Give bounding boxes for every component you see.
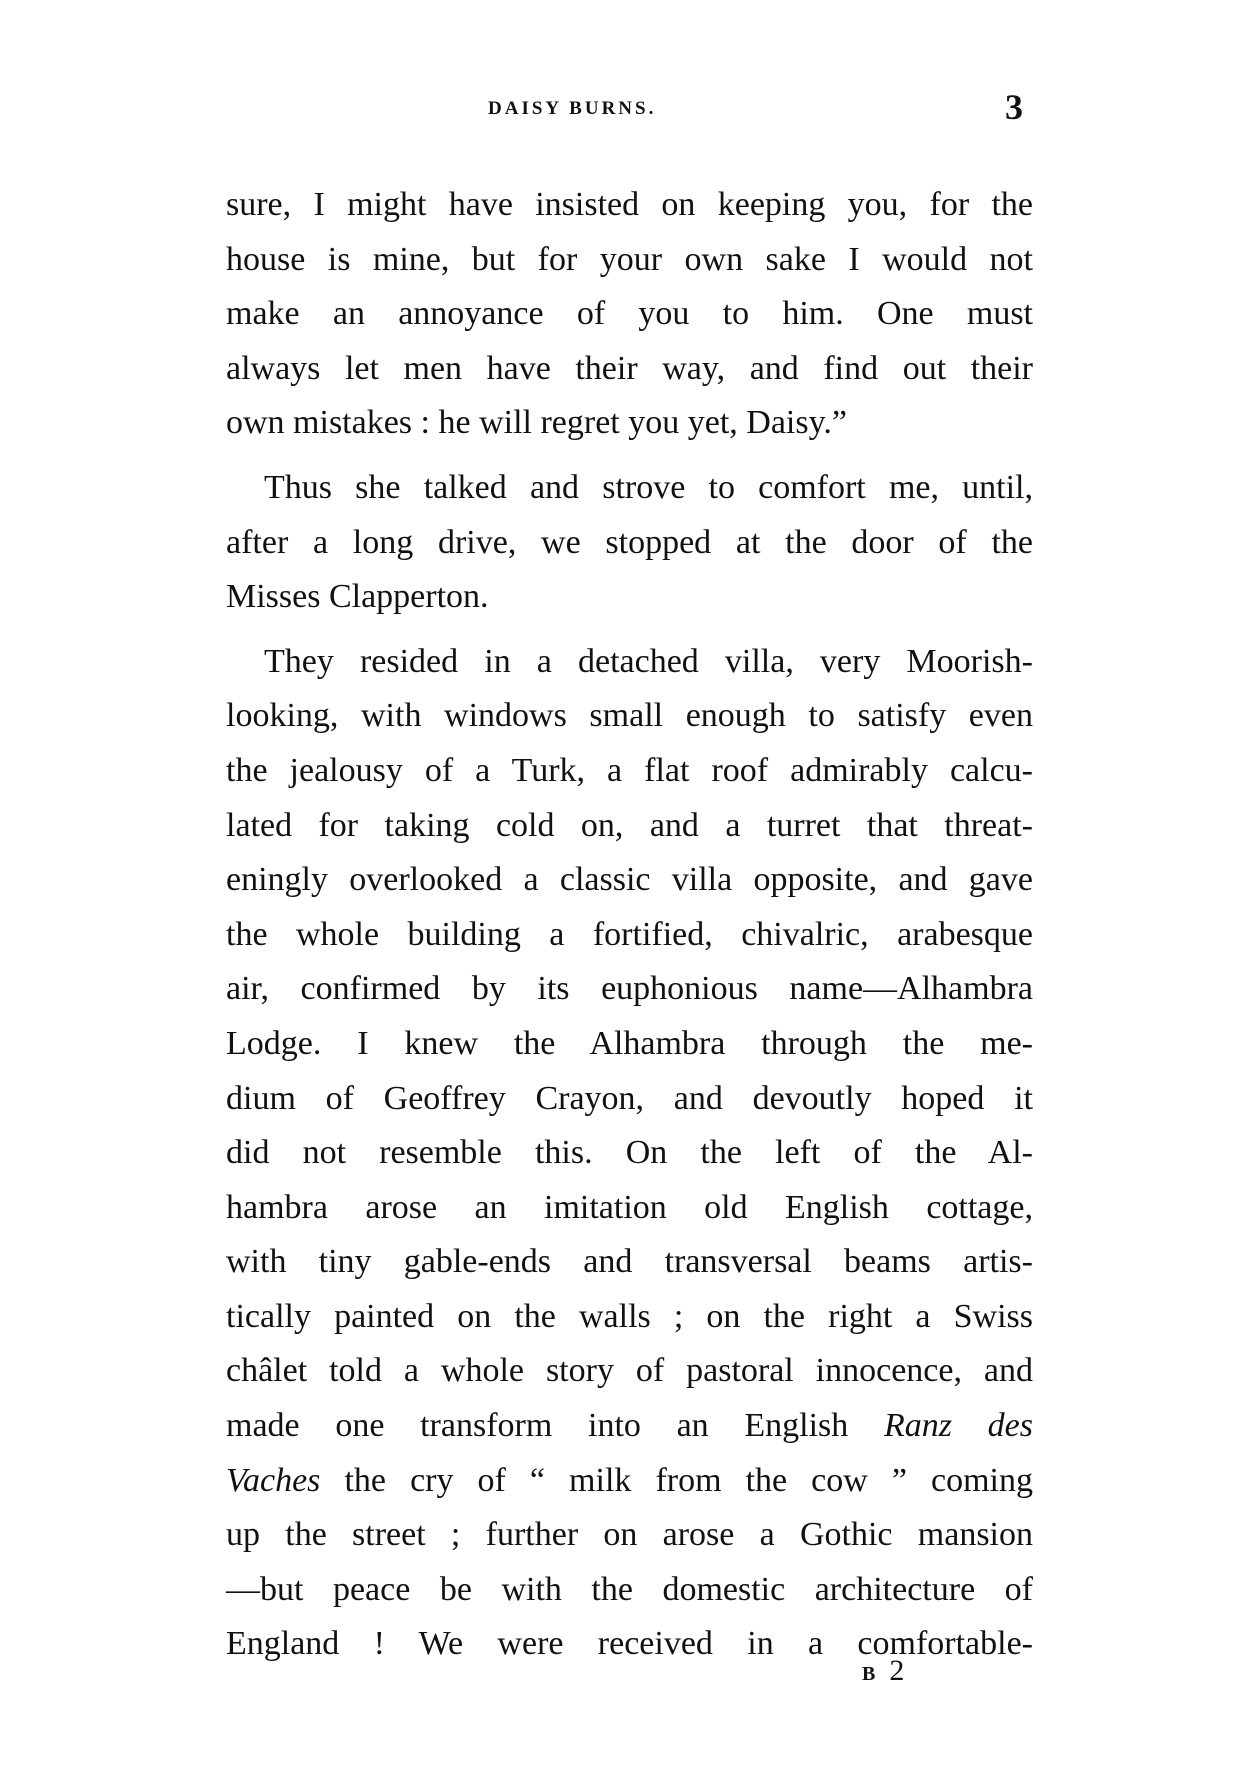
text-line-with-italic (226, 1399, 1033, 1454)
text-fragment: made one transform into an English (226, 1407, 849, 1445)
text-line: châlet told a whole story of pastoral innocence, and (226, 1352, 1033, 1390)
italic-phrase: Vaches (226, 1461, 321, 1499)
text-fragment: the cry of “ milk from the cow ” coming (344, 1461, 1033, 1499)
text-line: own mistakes : he will regret you yet, Daisy.” (226, 404, 847, 442)
signature-letter: B (862, 1663, 876, 1685)
paragraph-3 (226, 635, 1033, 1672)
text-line: looking, with windows small enough to satisfy even (226, 697, 1033, 735)
paragraph-2 (226, 461, 1033, 625)
paragraph-1 (226, 178, 1033, 451)
text-line: Thus she talked and strove to comfort me, until, (264, 468, 1033, 506)
text-line: eningly overlooked a classic villa opposite, and gave (226, 861, 1033, 899)
text-line: air, confirmed by its euphonious name—Alhambra (226, 970, 1033, 1008)
text-line: England ! We were received in a comfortable- (226, 1625, 1033, 1663)
body-text (226, 178, 1033, 1672)
text-line: after a long drive, we stopped at the door of the (226, 523, 1033, 561)
text-line: Lodge. I knew the Alhambra through the me- (226, 1024, 1033, 1062)
text-line: did not resemble this. On the left of the Al- (226, 1134, 1033, 1172)
signature-number: 2 (889, 1654, 905, 1687)
text-line: the whole building a fortified, chivalric, arabesque (226, 915, 1033, 953)
text-line: with tiny gable-ends and transversal beams artis- (226, 1243, 1033, 1281)
text-line: house is mine, but for your own sake I would not (226, 240, 1033, 278)
text-line: up the street ; further on arose a Gothic mansion (226, 1516, 1033, 1554)
text-line: sure, I might have insisted on keeping you, for the (226, 186, 1033, 223)
text-line: tically painted on the walls ; on the right a Swiss (226, 1297, 1033, 1335)
italic-phrase: Ranz des (883, 1407, 1034, 1445)
text-line-with-italic (226, 1454, 1033, 1509)
signature-mark (862, 1654, 904, 1688)
text-line: lated for taking cold on, and a turret that threat- (226, 806, 1033, 844)
text-line: dium of Geoffrey Crayon, and devoutly hoped it (226, 1079, 1033, 1117)
text-line: make an annoyance of you to him. One must (226, 295, 1033, 333)
text-line: hambra arose an imitation old English cottage, (226, 1188, 1033, 1226)
running-head (0, 87, 1259, 132)
running-title: DAISY BURNS. (488, 98, 657, 119)
text-line: the jealousy of a Turk, a flat roof admirably calcu- (226, 751, 1033, 789)
text-line: Misses Clapperton. (226, 578, 489, 616)
text-line: always let men have their way, and find out their (226, 349, 1033, 387)
text-line: —but peace be with the domestic architecture of (226, 1570, 1033, 1608)
text-line: They resided in a detached villa, very Moorish- (264, 642, 1033, 680)
page-number: 3 (1005, 87, 1023, 127)
